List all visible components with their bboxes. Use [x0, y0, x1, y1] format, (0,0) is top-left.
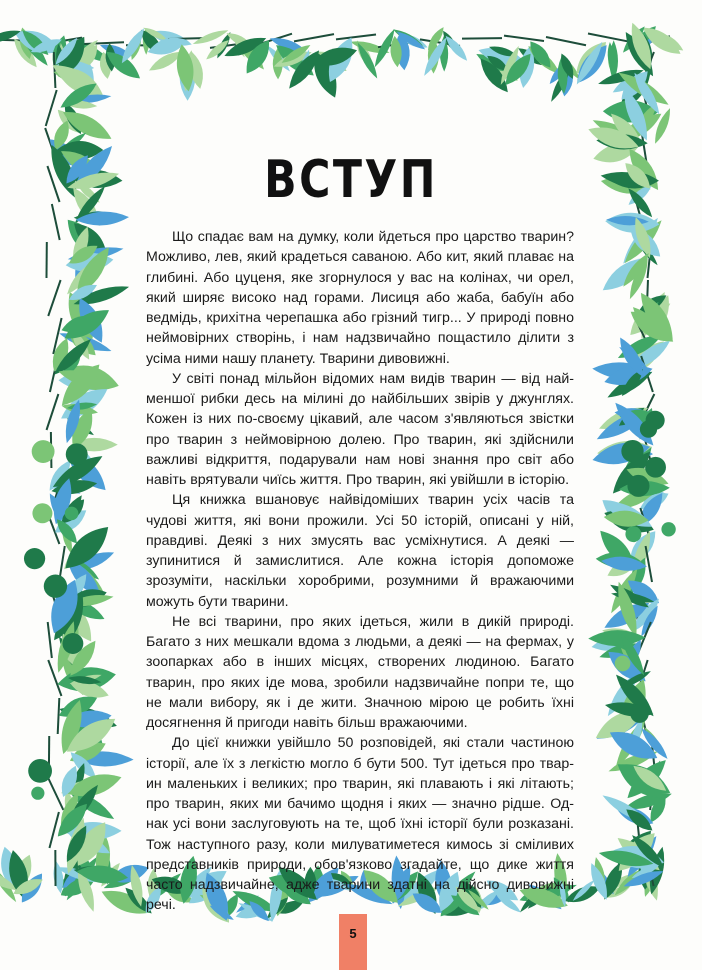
berry-shape	[32, 503, 52, 523]
paragraph: Ця книжка вшановує найвідоміших тварин усіх часів та чудові життя, які вони прожили. Усі 50 історій, описані у ній, правдиві. Деякі з них змусять вас усміхнутися. А деякі — зупинитися й замислитися. Але кожна історія допоможе зрозуміти, наскільки хоробрими, розумними й вражаючими можуть бути тварини.	[146, 492, 574, 610]
stem-line	[48, 280, 60, 316]
stem-line	[294, 34, 334, 41]
berry-shape	[630, 705, 648, 723]
stem-line	[48, 622, 52, 658]
berry-shape	[66, 443, 88, 465]
berry-shape	[661, 522, 675, 536]
paragraph: У світі понад мільйон відомих нам видів тварин — від найменшої рибки десь на мілині до найбільших звірів у джунглях. Кожен із них по-своєму цікавий, але часом з'являються звістки про тварин з неймовірною долею. Про тварин, які здійснили важливі відкриття, подарували нам нові знання про світ або навіть врятували чиїсь життя. Про тварин, які увійшли в історію.	[146, 370, 574, 488]
page-number-tab	[339, 914, 367, 970]
paragraph: Що спадає вам на думку, коли йдеться про царство тварин? Можливо, лев, який крадеться саваною. Або кит, який плаває на глибині. Або цуценя, яке згорнулося у вас на колінах, чи орел, який ширяє високо над горами. Лисиця або жаба, бабуїн або ведмідь, крихітна черепашка або грізний тигр... У природі повно неймовірних створінь, і нам надзвичайно пощастило ділити з усіма ними нашу планету. Тварини дивовижні.	[146, 229, 574, 367]
stem-line	[47, 394, 59, 430]
berry-shape	[28, 759, 52, 783]
berry-shape	[625, 526, 641, 542]
stem-line	[588, 34, 628, 42]
berry-shape	[62, 633, 83, 654]
stem-line	[546, 37, 586, 45]
stem-line	[58, 698, 60, 734]
berry-shape	[640, 421, 657, 438]
stem-line	[46, 774, 63, 810]
body-text	[146, 227, 574, 916]
stem-line	[52, 204, 60, 240]
berry-shape	[615, 656, 631, 672]
berry-shape	[65, 507, 79, 521]
stem-line	[46, 90, 57, 126]
stem-line	[336, 35, 376, 40]
berry-shape	[24, 548, 45, 569]
paragraph: До цієї книжки увійшло 50 розповідей, які стали частиною історії, але їх з легкістю могло б бути 500. Тут ідеться про тварин маленьких і великих; про тварин, які плавають і які літають; про тварин, яких ми бачимо щодня і яких — значно рідше. Однак усі вони заслуговують на те, щоб їхні історії були розказані. Тож наступного разу, коли милуватиметеся кимось зі сміливих представників природи, обов'язково згадайте, що дике життя часто надзвичайне, адже тварини здатні на дійсно дивовижні речі.	[146, 735, 574, 914]
berry-shape	[621, 440, 643, 462]
page-number: 5	[349, 926, 357, 941]
stem-line	[49, 812, 58, 848]
stem-line	[84, 42, 124, 44]
berry-shape	[32, 440, 55, 463]
berry-shape	[645, 457, 666, 478]
paragraph: Не всі тварини, про яких ідеться, жили в дикій природі. Багато з них мешкали вдома з людьми, а деякі — на фермах, у зоопарках або в інших місцях, створених людиною. Багато тварин, про яких іде мова, зробили надзвичайне попри те, що не мали вибору, як і де жити. Значною мірою це робить їхні досягнення й пригоди навіть більш вражаючими.	[146, 613, 574, 731]
berry-shape	[44, 574, 67, 597]
stem-line	[504, 36, 544, 41]
page-title: ВСТУП	[264, 150, 438, 210]
berry-shape	[31, 787, 44, 800]
berry-shape	[627, 475, 649, 497]
